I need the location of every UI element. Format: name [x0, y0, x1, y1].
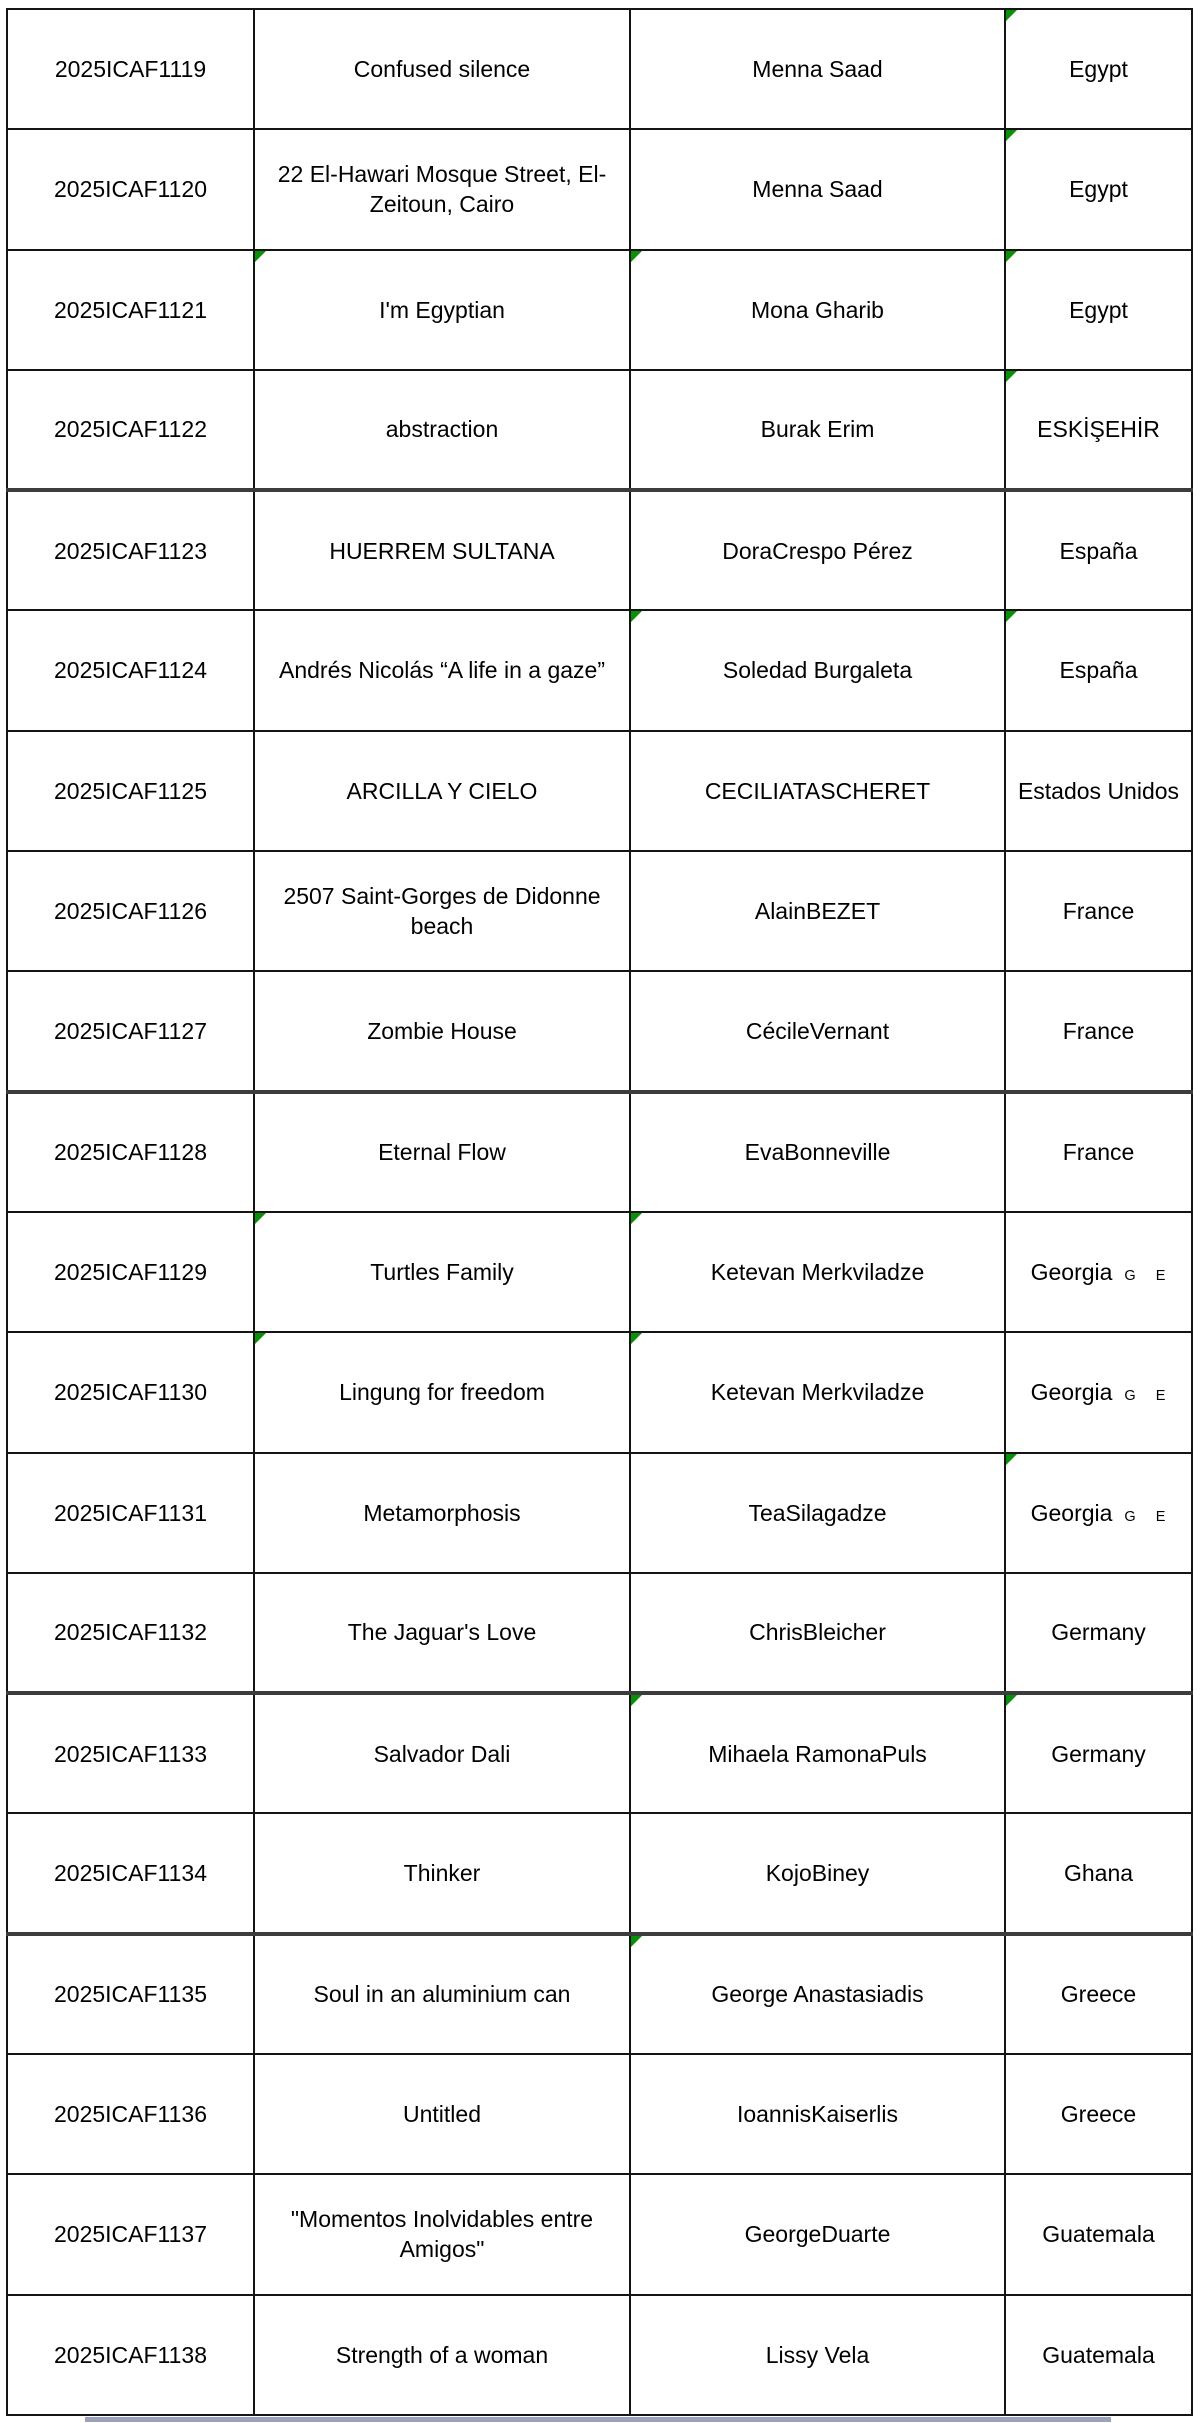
artwork-title-cell-text: HUERREM SULTANA [329, 537, 555, 564]
artist-name-cell-text: Ketevan Merkviladze [710, 1258, 925, 1285]
artwork-title-cell[interactable] [254, 250, 630, 370]
country-cell-text: France [1062, 1139, 1135, 1166]
country-cell-text: Georgia [1030, 1499, 1113, 1526]
entry-id-cell-text: 2025ICAF1135 [53, 1981, 207, 2008]
country-cell-text: Greece [1060, 1981, 1137, 2008]
comment-indicator-icon [1006, 10, 1017, 21]
submissions-table [6, 8, 1193, 2416]
artwork-title-cell[interactable] [254, 610, 630, 730]
comment-indicator-icon [255, 1333, 266, 1344]
artwork-title-cell-text: Turtles Family [370, 1258, 514, 1285]
entry-id-cell-text: 2025ICAF1125 [53, 777, 207, 804]
entry-id-cell[interactable] [7, 971, 254, 1091]
artwork-title-cell-text: Thinker [403, 1859, 481, 1886]
country-cell-text: Guatemala [1042, 2221, 1155, 2248]
country-cell[interactable] [1005, 731, 1192, 851]
entry-id-cell[interactable] [7, 370, 254, 490]
country-cell-text: Germany [1051, 1619, 1146, 1646]
table-row [7, 851, 1192, 971]
artwork-title-cell[interactable] [254, 1332, 630, 1452]
artwork-title-cell[interactable] [254, 1212, 630, 1332]
artist-name-cell[interactable] [630, 610, 1005, 730]
entry-id-cell-text: 2025ICAF1127 [53, 1017, 207, 1044]
artist-name-cell[interactable] [630, 1693, 1005, 1813]
entry-id-cell-text: 2025ICAF1122 [53, 416, 207, 443]
entry-id-cell[interactable] [7, 1092, 254, 1212]
entry-id-cell-text: 2025ICAF1124 [53, 657, 207, 684]
artwork-title-cell[interactable] [254, 731, 630, 851]
artist-name-cell-text: Menna Saad [752, 55, 883, 82]
country-cell[interactable] [1005, 490, 1192, 610]
artwork-title-cell-text: Strength of a woman [335, 2341, 549, 2368]
country-flag-fallback-icon: G E [1124, 1508, 1167, 1525]
comment-indicator-icon [631, 251, 642, 262]
entry-id-cell[interactable] [7, 2174, 254, 2294]
comment-indicator-icon [631, 611, 642, 622]
artwork-title-cell[interactable] [254, 1813, 630, 1933]
artist-name-cell[interactable] [630, 1453, 1005, 1573]
comment-indicator-icon [255, 251, 266, 262]
artist-name-cell-text: GeorgeDuarte [744, 2221, 891, 2248]
country-cell-text: Egypt [1069, 296, 1128, 323]
artist-name-cell-text: IoannisKaiserlis [736, 2101, 899, 2128]
country-cell[interactable] [1005, 851, 1192, 971]
comment-indicator-icon [1006, 251, 1017, 262]
artwork-title-cell[interactable] [254, 2054, 630, 2174]
comment-indicator-icon [1006, 130, 1017, 141]
country-cell[interactable] [1005, 1332, 1192, 1452]
entry-id-cell-text: 2025ICAF1126 [53, 898, 207, 925]
entry-id-cell-text: 2025ICAF1123 [53, 537, 207, 564]
table-row [7, 490, 1192, 610]
country-cell[interactable] [1005, 129, 1192, 249]
comment-indicator-icon [255, 1213, 266, 1224]
country-cell[interactable] [1005, 1813, 1192, 1933]
country-cell-text: France [1062, 1017, 1135, 1044]
artist-name-cell-text: Soledad Burgaleta [722, 657, 913, 684]
entry-id-cell-text: 2025ICAF1121 [53, 296, 207, 323]
table-row [7, 1693, 1192, 1813]
artist-name-cell-text: Mona Gharib [751, 296, 884, 323]
entry-id-cell-text: 2025ICAF1133 [53, 1740, 207, 1767]
artwork-title-cell[interactable] [254, 1693, 630, 1813]
artwork-title-cell-text: The Jaguar's Love [347, 1619, 537, 1646]
country-flag-fallback-icon: G E [1124, 1388, 1167, 1405]
entry-id-cell[interactable] [7, 9, 254, 129]
table-row [7, 1934, 1192, 2054]
country-cell-text: Greece [1060, 2101, 1137, 2128]
artwork-title-cell[interactable] [254, 1453, 630, 1573]
artist-name-cell-text: EvaBonneville [744, 1139, 891, 1166]
artwork-title-cell-text: I'm Egyptian [379, 296, 505, 323]
artist-name-cell-text: KojoBiney [765, 1859, 870, 1886]
entry-id-cell[interactable] [7, 851, 254, 971]
table-row [7, 2295, 1192, 2415]
country-cell-text: España [1059, 537, 1138, 564]
comment-indicator-icon [631, 1333, 642, 1344]
artwork-title-cell-text: "Momentos Inolvidables entre Amigos" [290, 2206, 594, 2263]
entry-id-cell-text: 2025ICAF1120 [53, 176, 207, 203]
table-row [7, 370, 1192, 490]
entry-id-cell-text: 2025ICAF1132 [53, 1619, 207, 1646]
entry-id-cell[interactable] [7, 731, 254, 851]
artist-name-cell-text: CécileVernant [745, 1017, 890, 1044]
artwork-title-cell[interactable] [254, 851, 630, 971]
artist-name-cell[interactable] [630, 2174, 1005, 2294]
comment-indicator-icon [1006, 1695, 1017, 1706]
artwork-title-cell[interactable] [254, 1092, 630, 1212]
artist-name-cell-text: Lissy Vela [765, 2341, 870, 2368]
country-cell[interactable] [1005, 1693, 1192, 1813]
artist-name-cell[interactable] [630, 971, 1005, 1091]
table-row [7, 1212, 1192, 1332]
comment-indicator-icon [1006, 1454, 1017, 1465]
table-row [7, 1332, 1192, 1452]
country-cell[interactable] [1005, 610, 1192, 730]
table-row [7, 731, 1192, 851]
entry-id-cell[interactable] [7, 610, 254, 730]
entry-id-cell[interactable] [7, 1813, 254, 1933]
table-row [7, 2174, 1192, 2294]
country-flag-fallback-icon: G E [1124, 1267, 1167, 1284]
entry-id-cell-text: 2025ICAF1134 [53, 1859, 207, 1886]
artist-name-cell-text: George Anastasiadis [711, 1981, 924, 2008]
country-cell-text: Egypt [1069, 55, 1128, 82]
country-cell-text: Ghana [1063, 1859, 1134, 1886]
country-cell[interactable] [1005, 971, 1192, 1091]
artwork-title-cell[interactable] [254, 370, 630, 490]
comment-indicator-icon [1006, 371, 1017, 382]
artist-name-cell[interactable] [630, 1212, 1005, 1332]
entry-id-cell[interactable] [7, 1693, 254, 1813]
table-row [7, 9, 1192, 129]
artwork-title-cell[interactable] [254, 971, 630, 1091]
entry-id-cell[interactable] [7, 250, 254, 370]
table-row [7, 1092, 1192, 1212]
entry-id-cell-text: 2025ICAF1136 [53, 2101, 207, 2128]
artwork-title-cell-text: 22 El-Hawari Mosque Street, El-Zeitoun, Cairo [277, 161, 607, 218]
artwork-title-cell[interactable] [254, 490, 630, 610]
artwork-title-cell-text: Confused silence [353, 55, 531, 82]
country-cell[interactable] [1005, 2174, 1192, 2294]
country-cell[interactable] [1005, 1934, 1192, 2054]
artist-name-cell-text: AlainBEZET [754, 898, 881, 925]
entry-id-cell-text: 2025ICAF1119 [54, 55, 207, 82]
country-cell-text: France [1062, 898, 1135, 925]
artwork-title-cell-text: Eternal Flow [378, 1139, 506, 1166]
entry-id-cell[interactable] [7, 1212, 254, 1332]
artwork-title-cell-text: Soul in an aluminium can [313, 1981, 571, 2008]
country-cell-text: Guatemala [1042, 2341, 1155, 2368]
table-row [7, 1453, 1192, 1573]
artist-name-cell[interactable] [630, 1934, 1005, 2054]
partial-next-row-edge [85, 2417, 1111, 2422]
artwork-title-cell[interactable] [254, 9, 630, 129]
artist-name-cell[interactable] [630, 250, 1005, 370]
artwork-title-cell-text: Untitled [403, 2101, 481, 2128]
entry-id-cell[interactable] [7, 490, 254, 610]
entry-id-cell[interactable] [7, 1453, 254, 1573]
artwork-title-cell-text: abstraction [385, 416, 499, 443]
country-cell-text: Georgia [1030, 1379, 1113, 1406]
artist-name-cell-text: Ketevan Merkviladze [710, 1379, 925, 1406]
country-cell[interactable] [1005, 250, 1192, 370]
comment-indicator-icon [631, 1213, 642, 1224]
artwork-title-cell[interactable] [254, 1934, 630, 2054]
country-cell-text: Estados Unidos [1017, 777, 1180, 804]
entry-id-cell-text: 2025ICAF1138 [53, 2341, 207, 2368]
entry-id-cell[interactable] [7, 1332, 254, 1452]
artist-name-cell-text: DoraCrespo Pérez [722, 537, 913, 564]
artist-name-cell-text: CECILIATASCHERET [704, 777, 931, 804]
entry-id-cell-text: 2025ICAF1131 [53, 1499, 207, 1526]
country-cell-text: Germany [1051, 1740, 1146, 1767]
artist-name-cell[interactable] [630, 2295, 1005, 2415]
table-row [7, 1813, 1192, 1933]
entry-id-cell[interactable] [7, 129, 254, 249]
entry-id-cell-text: 2025ICAF1128 [53, 1139, 207, 1166]
entry-id-cell[interactable] [7, 2295, 254, 2415]
country-cell[interactable] [1005, 2054, 1192, 2174]
artwork-title-cell-text: Salvador Dali [373, 1740, 511, 1767]
artist-name-cell-text: Burak Erim [760, 416, 875, 443]
artwork-title-cell-text: Zombie House [367, 1017, 517, 1044]
country-cell[interactable] [1005, 2295, 1192, 2415]
table-row [7, 610, 1192, 730]
artist-name-cell-text: Mihaela RamonaPuls [708, 1740, 927, 1767]
table-row [7, 2054, 1192, 2174]
artist-name-cell[interactable] [630, 1813, 1005, 1933]
artwork-title-cell-text: Lingung for freedom [339, 1379, 545, 1406]
artist-name-cell[interactable] [630, 731, 1005, 851]
country-cell[interactable] [1005, 9, 1192, 129]
submissions-table-body [7, 9, 1192, 2415]
entry-id-cell-text: 2025ICAF1129 [53, 1258, 207, 1285]
artwork-title-cell[interactable] [254, 2174, 630, 2294]
artist-name-cell[interactable] [630, 129, 1005, 249]
comment-indicator-icon [631, 1936, 642, 1947]
artist-name-cell[interactable] [630, 1092, 1005, 1212]
artwork-title-cell-text: ARCILLA Y CIELO [346, 777, 538, 804]
artist-name-cell[interactable] [630, 1573, 1005, 1693]
artwork-title-cell[interactable] [254, 129, 630, 249]
artist-name-cell-text: TeaSilagadze [748, 1499, 887, 1526]
artist-name-cell[interactable] [630, 2054, 1005, 2174]
table-row [7, 971, 1192, 1091]
country-cell-text: España [1059, 657, 1138, 684]
country-cell[interactable] [1005, 1453, 1192, 1573]
artwork-title-cell-text: 2507 Saint-Gorges de Didonne beach [283, 882, 601, 940]
entry-id-cell[interactable] [7, 1934, 254, 2054]
table-row [7, 250, 1192, 370]
artist-name-cell[interactable] [630, 490, 1005, 610]
entry-id-cell[interactable] [7, 2054, 254, 2174]
country-cell-text: Georgia [1030, 1258, 1113, 1285]
entry-id-cell[interactable] [7, 1573, 254, 1693]
artist-name-cell-text: ChrisBleicher [749, 1619, 886, 1646]
table-row [7, 129, 1192, 249]
artist-name-cell[interactable] [630, 851, 1005, 971]
artist-name-cell[interactable] [630, 370, 1005, 490]
table-row [7, 1573, 1192, 1693]
artwork-title-cell[interactable] [254, 2295, 630, 2415]
country-cell[interactable] [1005, 1212, 1192, 1332]
country-cell[interactable] [1005, 1092, 1192, 1212]
country-cell[interactable] [1005, 370, 1192, 490]
country-cell-text: Egypt [1069, 176, 1128, 203]
artist-name-cell[interactable] [630, 1332, 1005, 1452]
country-cell-text: ESKİŞEHİR [1037, 416, 1160, 443]
entry-id-cell-text: 2025ICAF1137 [53, 2221, 207, 2248]
country-cell[interactable] [1005, 1573, 1192, 1693]
comment-indicator-icon [1006, 611, 1017, 622]
comment-indicator-icon [631, 1695, 642, 1706]
artist-name-cell-text: Menna Saad [752, 176, 883, 203]
artwork-title-cell-text: Andrés Nicolás “A life in a gaze” [279, 657, 605, 684]
artist-name-cell[interactable] [630, 9, 1005, 129]
entry-id-cell-text: 2025ICAF1130 [53, 1379, 207, 1406]
artwork-title-cell-text: Metamorphosis [363, 1499, 521, 1526]
artwork-title-cell[interactable] [254, 1573, 630, 1693]
